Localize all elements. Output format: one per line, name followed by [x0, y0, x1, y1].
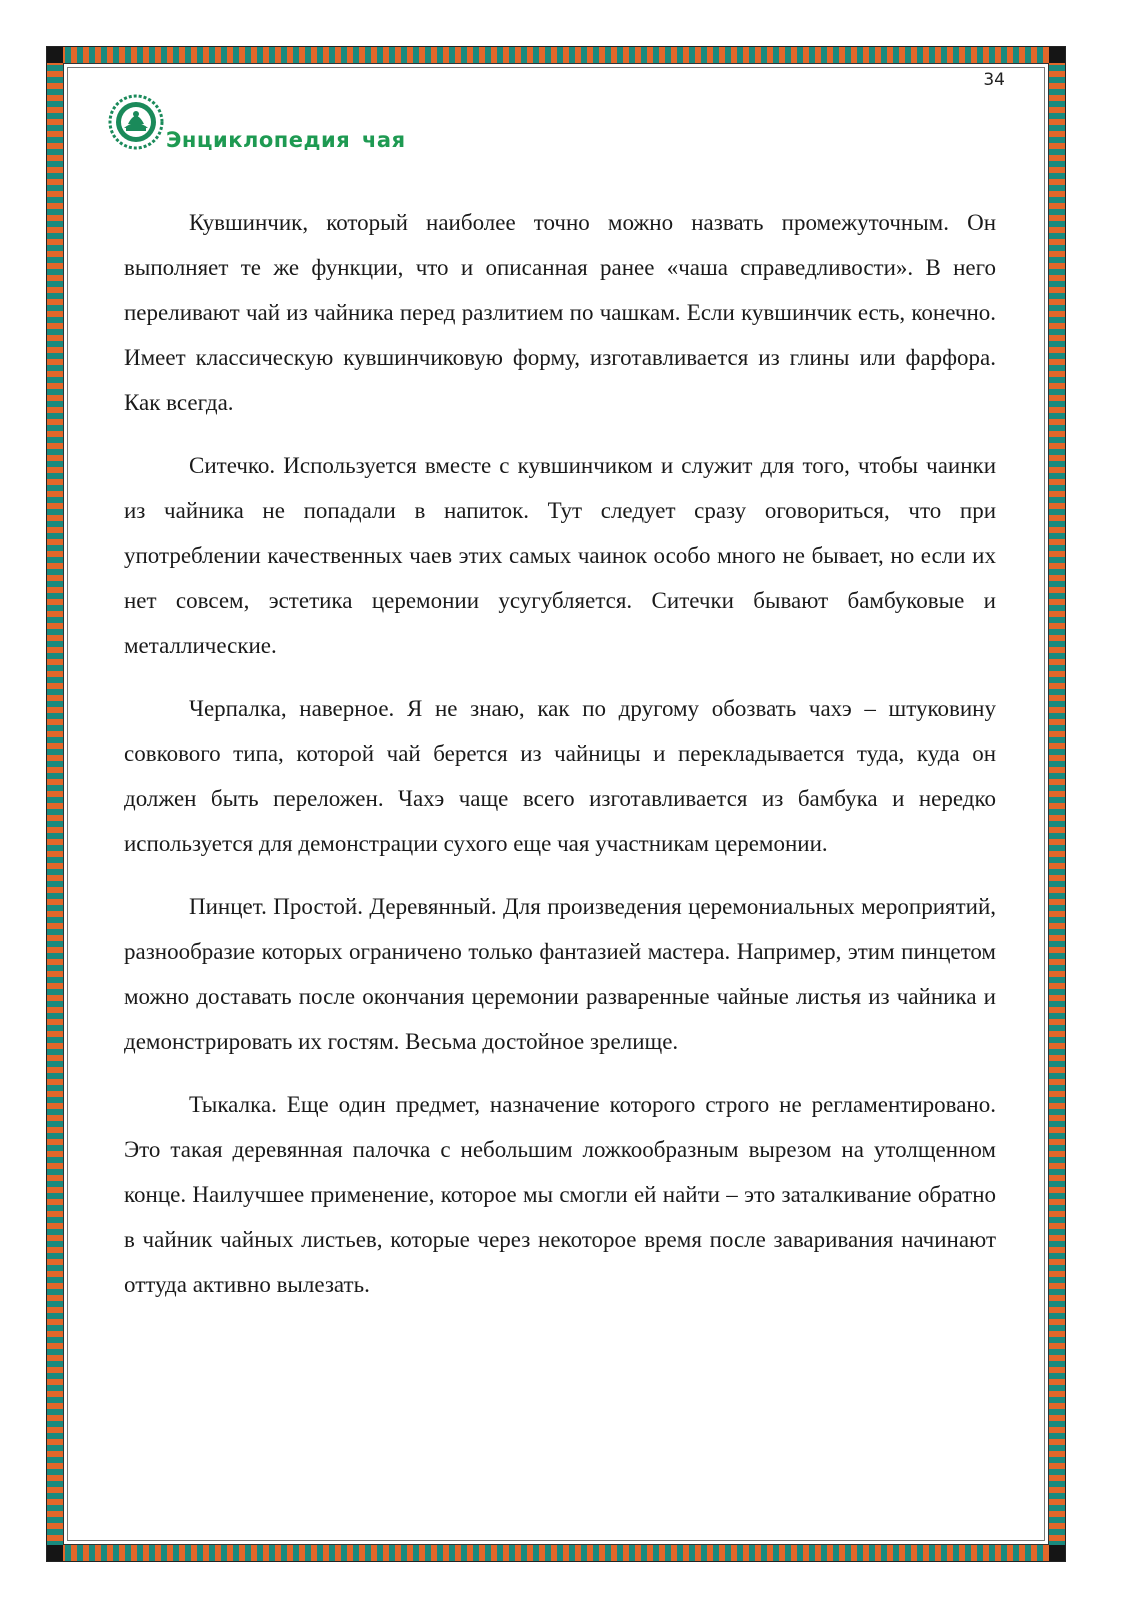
header-title: Энциклопедия чая [166, 128, 406, 152]
paragraph: Черпалка, наверное. Я не знаю, как по другому обозвать чахэ – штуковину совкового типа, которой чай берется из чайницы и перекладывается туда, куда он должен быть переложен. Чахэ чаще всего изготавливается из бамбука и нередко используется для демонстрации сухого еще чая участникам церемонии. [124, 696, 996, 856]
border-corner [1049, 1545, 1065, 1561]
paragraph: Кувшинчик, который наиболее точно можно назвать промежуточным. Он выполняет те же функции, что и описанная ранее «чаша справедливости». В него переливают чай из чайника перед разлитием по чашкам. Если кувшинчик есть, конечно. Имеет классическую кувшинчиковую форму, изготавливается из глины или фарфора. Как всегда. [124, 210, 996, 415]
paragraph: Ситечко. Используется вместе с кувшинчиком и служит для того, чтобы чаинки из чайника не попадали в напиток. Тут следует сразу оговориться, что при употреблении качественных чаев этих самых чаинок особо много не бывает, но если их нет совсем, эстетика церемонии усугубляется. Ситечки бывают бамбуковые и металлические. [124, 453, 996, 658]
border-corner [1049, 47, 1065, 63]
border-corner [47, 47, 63, 63]
page-number: 34 [983, 70, 1005, 90]
paragraph: Тыкалка. Еще один предмет, назначение которого строго не регламентировано. Это такая деревянная палочка с небольшим ложкообразным вырезом на утолщенном конце. Наилучшее применение, которое мы смогли ей найти – это заталкивание обратно в чайник чайных листьев, которые через некоторое время после заваривания начинают оттуда активно вылезать. [124, 1092, 996, 1297]
paragraph: Пинцет. Простой. Деревянный. Для произведения церемониальных мероприятий, разнообразие которых ограничено только фантазией мастера. Например, этим пинцетом можно доставать после окончания церемонии разваренные чайные листья из чайника и демонстрировать их гостям. Весьма достойное зрелище. [124, 894, 996, 1054]
tea-emblem-icon [108, 94, 164, 150]
border-corner [47, 1545, 63, 1561]
document-body [124, 200, 996, 1325]
